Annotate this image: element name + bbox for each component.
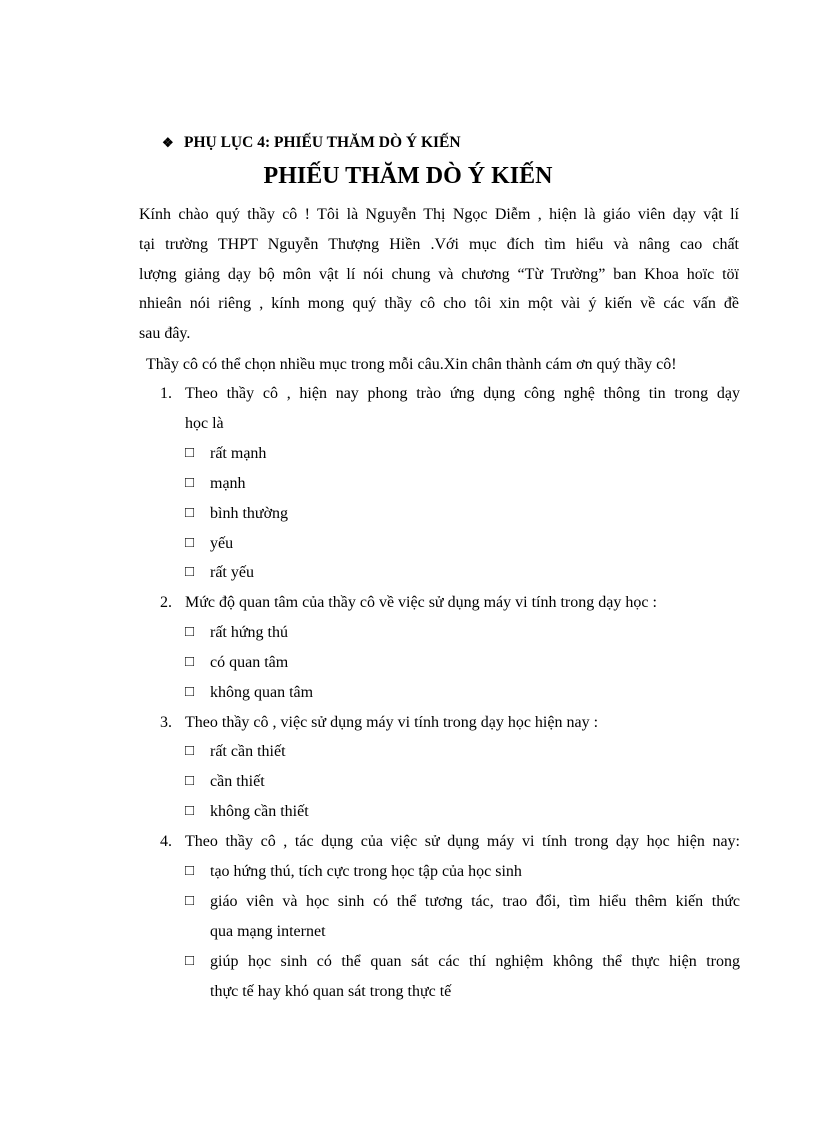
checkbox[interactable]: □	[185, 624, 195, 640]
intro-line: sau đây.	[139, 325, 191, 343]
question-text-line: Theo thầy cô , hiện nay phong trào ứng dụng công nghệ thông tin trong dạy	[185, 385, 740, 402]
appendix-heading	[162, 133, 461, 153]
option-label: bình thường	[210, 505, 289, 522]
question-text-line: học là	[185, 415, 224, 432]
option-label: yếu	[210, 535, 234, 552]
checkbox[interactable]: □	[185, 893, 195, 909]
question-text-line: Theo thầy cô , việc sử dụng máy vi tính trong dạy học hiện nay :	[185, 714, 599, 731]
intro-paragraph	[139, 200, 739, 349]
diamond-bullet-icon: ❖	[162, 135, 174, 150]
question-text-line: Theo thầy cô , tác dụng của việc sử dụng máy vi tính trong dạy học hiện nay:	[185, 833, 740, 850]
checkbox[interactable]: □	[185, 654, 195, 670]
checkbox[interactable]: □	[185, 535, 195, 551]
option-label: không quan tâm	[210, 684, 314, 701]
intro-line: lượng giảng dạy bộ môn vật lí nói chung và chương “Từ Trường” ban Khoa hoïc töï	[139, 265, 739, 283]
question-number: 1.	[160, 385, 172, 402]
checkbox[interactable]: □	[185, 564, 195, 580]
question-number: 3.	[160, 714, 172, 731]
question-number: 2.	[160, 594, 172, 611]
option-label-continued: thực tế hay khó quan sát trong thực tế	[210, 983, 452, 1000]
checkbox[interactable]: □	[185, 445, 195, 461]
checkbox[interactable]: □	[185, 475, 195, 491]
intro-line: nhieân nói riêng , kính mong quý thầy cô cho tôi xin một vài ý kiến về các vấn đề	[139, 295, 739, 313]
option-label: cần thiết	[210, 773, 265, 790]
question-text-line: Mức độ quan tâm của thầy cô về việc sử dụng máy vi tính trong dạy học :	[185, 594, 657, 611]
question-number: 4.	[160, 833, 172, 850]
option-label: có quan tâm	[210, 654, 289, 671]
option-label: rất cần thiết	[210, 743, 286, 760]
checkbox[interactable]: □	[185, 803, 195, 819]
option-label: giúp học sinh có thể quan sát các thí nghiệm không thể thực hiện trong	[210, 953, 740, 970]
checkbox[interactable]: □	[185, 505, 195, 521]
checkbox[interactable]: □	[185, 773, 195, 789]
option-label: giáo viên và học sinh có thể tương tác, trao đổi, tìm hiểu thêm kiến thức	[210, 893, 740, 910]
option-label: tạo hứng thú, tích cực trong học tập của học sinh	[210, 863, 522, 880]
intro-line: Kính chào quý thầy cô ! Tôi là Nguyễn Thị Ngọc Diễm , hiện là giáo viên dạy vật lí	[139, 206, 739, 223]
checkbox[interactable]: □	[185, 863, 195, 879]
checkbox[interactable]: □	[185, 743, 195, 759]
intro-line: tại trường THPT Nguyễn Thượng Hiền .Với mục đích tìm hiểu và nâng cao chất	[139, 235, 739, 253]
option-label: không cần thiết	[210, 803, 309, 820]
option-label: rất hứng thú	[210, 624, 288, 641]
checkbox[interactable]: □	[185, 953, 195, 969]
checkbox[interactable]: □	[185, 684, 195, 700]
option-label: rất mạnh	[210, 445, 267, 462]
instruction-text: Thầy cô có thể chọn nhiều mục trong mỗi câu.Xin chân thành cám ơn quý thầy cô!	[146, 356, 677, 373]
page-title: PHIẾU THĂM DÒ Ý KIẾN	[263, 163, 553, 189]
option-label: mạnh	[210, 475, 246, 492]
appendix-label: PHỤ LỤC 4: PHIẾU THĂM DÒ Ý KIẾN	[184, 134, 461, 151]
option-label: rất yếu	[210, 564, 254, 581]
option-label-continued: qua mạng internet	[210, 923, 326, 940]
